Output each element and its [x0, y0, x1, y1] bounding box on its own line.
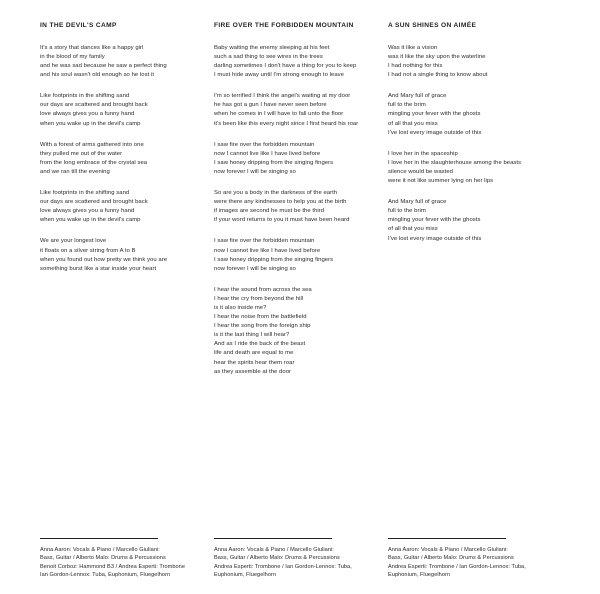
credit-line: Anna Aaron: Vocals & Piano / Marcello Giuliani:: [214, 546, 334, 553]
song-title-2: FIRE OVER THE FORBIDDEN MOUNTAIN: [214, 22, 354, 29]
credits-column-3: [388, 538, 562, 580]
credits-row: [40, 538, 562, 580]
credit-line: Bass, Guitar / Alberto Malo: Drums & Percussions: [388, 555, 514, 562]
lyrics-column-3: [388, 22, 562, 256]
lyric-line: mingling your fever with the ghosts: [388, 111, 481, 118]
lyric-line: our days are scattered and brought back: [40, 199, 148, 206]
lyric-line: Like footprints in the shifting sand: [40, 190, 130, 197]
stanza: [214, 237, 366, 273]
lyric-line: I saw fire over the forbidden mountain: [214, 141, 315, 148]
credit-line: Bass, Guitar / Alberto Malo: Drums & Percussions: [40, 555, 166, 562]
credits-section: [40, 538, 562, 580]
lyric-line: We are your longest love: [40, 238, 107, 245]
lyric-line: I'm so terrified I think the angel's waiting at my door: [214, 93, 351, 100]
lyric-line: when you wake up in the devil's camp: [40, 217, 141, 224]
lyric-line: I hear the sound from across the sea: [214, 286, 312, 293]
lyric-line: Baby waiting the enemy sleeping at his feet: [214, 44, 330, 51]
lyric-line: I love her in the slaughterhouse among the beasts: [388, 159, 522, 166]
lyric-line: I saw fire over the forbidden mountain: [214, 238, 315, 245]
lyric-line: With a forest of arms gathered into one: [40, 141, 144, 148]
lyric-line: when you wake up in the devil's camp: [40, 120, 141, 127]
stanza: [388, 198, 540, 243]
lyric-line: I must hide away until I'm strong enough to leave: [214, 72, 344, 79]
credit-line: Euphonium, Fluegelhorn: [388, 572, 451, 579]
lyric-line: were it not like summer lying on her lips: [388, 178, 494, 185]
lyric-line: and we ran till the evening: [40, 168, 110, 175]
credit-line: Ian Gordon-Lennox: Tuba, Euphonium, Fluegelhorn: [40, 572, 171, 579]
lyric-line: now forever I will be singing so: [214, 168, 296, 175]
credits-column-1: [40, 538, 214, 580]
lyric-line: and his soul wasn't old enough so he lost it: [40, 72, 155, 79]
stanza: [214, 286, 366, 377]
lyrics-columns: [40, 22, 562, 389]
stanza: [388, 44, 540, 80]
lyric-line: life and death are equal to me: [214, 350, 294, 357]
lyric-line: if your word returns to you it must have been heard: [214, 217, 350, 224]
lyric-line: I had not a single thing to know about: [388, 72, 488, 79]
lyric-line: mingling your fever with the ghosts: [388, 217, 481, 224]
credit-line: Anna Aaron: Vocals & Piano / Marcello Giuliani:: [40, 546, 160, 553]
stanza: [214, 141, 366, 177]
lyric-line: I've lost every image outside of this: [388, 129, 482, 136]
lyric-line: it's been like this every night since I first heard his roar: [214, 120, 359, 127]
lyric-line: he has got a gun I have never seen before: [214, 102, 327, 109]
lyric-line: now I cannot live like I have lived before: [214, 247, 321, 254]
stanza: [388, 150, 540, 186]
lyrics-column-1: [40, 22, 214, 286]
stanza: [214, 92, 366, 128]
stanza: [388, 92, 540, 137]
credits-divider: [40, 538, 158, 539]
lyric-line: I hear the noise from the battlefield: [214, 314, 307, 321]
credits-divider: [214, 538, 332, 539]
credits-divider: [388, 538, 506, 539]
lyric-line: it floats on a silver string from A to B: [40, 247, 136, 254]
lyrics-column-2: [214, 22, 388, 389]
lyric-line: I hear the song from the foreign ship: [214, 323, 311, 330]
lyric-line: now forever I will be singing so: [214, 265, 296, 272]
lyric-line: hear the spirits hear them roar: [214, 359, 295, 366]
lyric-line: So are you a body in the darkness of the earth: [214, 190, 338, 197]
lyric-line: love always gives you a funny hand: [40, 111, 135, 118]
lyric-line: were there any kindnesses to help you at the birth: [214, 199, 347, 206]
lyric-line: I had nothing for this: [388, 63, 443, 70]
lyric-line: I saw honey dripping from the singing fingers: [214, 256, 334, 263]
stanza: [214, 189, 366, 225]
lyric-line: such a sad thing to see wires in the trees: [214, 54, 323, 60]
stanza: [214, 44, 366, 80]
lyric-line: And Mary full of grace: [388, 199, 447, 206]
lyric-line: and he was sad because he saw a perfect thing: [40, 63, 167, 70]
lyric-line: Like footprints in the shifting sand: [40, 93, 130, 100]
song-title-3: A SUN SHINES ON AIMÉE: [388, 22, 477, 29]
stanza: [40, 44, 192, 80]
lyric-line: when you found out how pretty we think you are: [40, 256, 168, 263]
credits-column-2: [214, 538, 388, 580]
lyric-line: I hear the cry from beyond the hill: [214, 295, 304, 302]
stanza: [40, 189, 192, 225]
lyric-line: they pulled me out of the water: [40, 150, 123, 157]
lyric-line: of all that you miss: [388, 226, 438, 233]
lyric-line: in the blood of my family: [40, 54, 105, 60]
lyric-line: from the long embrace of the crystal sea: [40, 159, 148, 166]
lyric-line: was it like the sky upon the waterline: [388, 54, 486, 60]
lyric-line: our days are scattered and brought back: [40, 102, 148, 109]
credit-line: Bass, Guitar / Alberto Malo: Drums & Percussions: [214, 555, 340, 562]
song-title-1: IN THE DEVIL'S CAMP: [40, 22, 117, 29]
lyric-line: And Mary full of grace: [388, 93, 447, 100]
lyric-line: full to the brim: [388, 102, 426, 109]
lyric-line: I saw honey dripping from the singing fingers: [214, 159, 334, 166]
lyric-line: Was it like a vision: [388, 44, 438, 51]
lyric-line: now I cannot live like I have lived before: [214, 150, 321, 157]
lyric-line: I love her in the spaceship: [388, 150, 458, 157]
stanza: [40, 141, 192, 177]
stanza: [40, 92, 192, 128]
lyric-line: darling sometimes I don't have a thing for you to keep: [214, 63, 357, 70]
credit-line: Anna Aaron: Vocals & Piano / Marcello Giuliani:: [388, 546, 508, 553]
lyric-line: when he comes in I will have to fall unto the floor: [214, 111, 344, 118]
stanza: [40, 237, 192, 273]
lyric-line: of all that you miss: [388, 120, 438, 127]
lyric-line: is it the last thing I will hear?: [214, 332, 290, 339]
lyric-line: silence would be wasted: [388, 168, 454, 175]
lyric-line: as they assemble at the door: [214, 368, 292, 375]
credit-line: Benoit Corboz: Hammond B3 / Andrea Esperti: Trombone: [40, 563, 186, 570]
credit-line: Andrea Esperti: Trombone / Ian Gordon-Lennox: Tuba,: [214, 563, 352, 570]
lyric-line: full to the brim: [388, 208, 426, 215]
lyric-line: love always gives you a funny hand: [40, 208, 135, 215]
credit-line: Andrea Esperti: Trombone / Ian Gordon-Lennox: Tuba,: [388, 563, 526, 570]
lyric-line: It's a story that dances like a happy girl: [40, 44, 144, 51]
credit-line: Euphonium, Fluegelhorn: [214, 572, 277, 579]
lyric-line: is it also inside me?: [214, 304, 267, 311]
lyric-line: something burst like a star inside your heart: [40, 265, 157, 272]
lyric-line: if images are second he must be the third: [214, 208, 325, 215]
lyric-line: And as I ride the back of the beast: [214, 341, 306, 348]
lyric-line: I've lost every image outside of this: [388, 235, 482, 242]
